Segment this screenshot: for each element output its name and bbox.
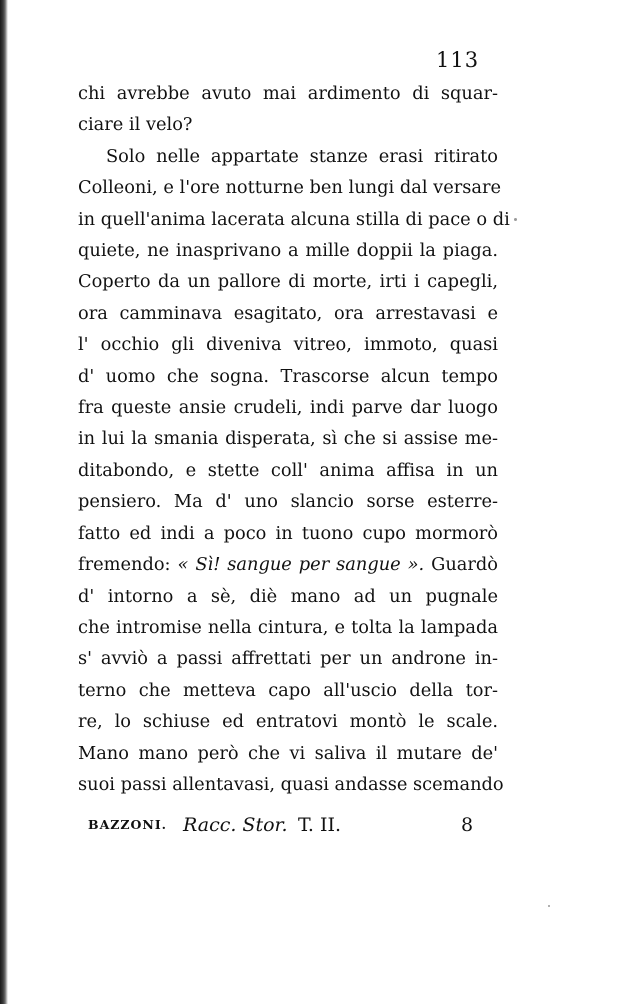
text-line: in quell'anima lacerata alcuna stilla di pace o di — [78, 208, 510, 230]
text-line: in lui la smania disperata, sì che si assise me- — [78, 428, 498, 450]
text-line: suoi passi allentavasi, quasi andasse scemando — [78, 773, 504, 795]
text-line: d' intorno a sè, diè mano ad un pugnale — [78, 585, 498, 607]
text-fragment: Guardò — [424, 554, 498, 576]
text-line: ditabondo, e stette coll' anima affisa in un — [78, 459, 498, 481]
text-line-quote — [78, 549, 498, 580]
text-line: l' occhio gli diveniva vitreo, immoto, quasi — [78, 334, 498, 356]
footer-title: Racc. Stor. — [183, 814, 288, 836]
text-line: re, lo schiuse ed entratovi montò le scale. — [78, 711, 498, 733]
footer-author: BAZZONI. — [88, 817, 168, 832]
text-fragment: fremendo: — [78, 554, 178, 576]
text-line: Solo nelle appartate stanze erasi ritirato — [106, 145, 498, 167]
page-number: 113 — [436, 48, 480, 72]
text-line: ora camminava esagitato, ora arrestavasi e — [78, 302, 498, 324]
footer-volume: T. II. — [298, 814, 342, 836]
text-line: pensiero. Ma d' uno slancio sorse esterre- — [78, 491, 498, 513]
body-text — [78, 78, 510, 800]
text-line: Colleoni, e l'ore notturne ben lungi dal versare — [78, 177, 501, 199]
paper-speck — [548, 905, 550, 907]
text-line: Mano mano però che vi saliva il mutare de' — [78, 742, 498, 764]
quoted-speech: « Sì! sangue per sangue ». — [177, 554, 425, 576]
text-line: Coperto da un pallore di morte, irti i capegli, — [78, 271, 498, 293]
text-line: fatto ed indi a poco in tuono cupo mormorò — [78, 522, 498, 544]
text-line: fra queste ansie crudeli, indi parve dar luogo — [78, 397, 498, 419]
text-line: d' uomo che sogna. Trascorse alcun tempo — [78, 365, 498, 387]
signature-mark: 8 — [461, 814, 474, 836]
text-line: che intromise nella cintura, e tolta la lampada — [78, 616, 498, 638]
signature-line — [88, 814, 488, 844]
binding-edge — [0, 0, 8, 1004]
text-line: ciare il velo? — [78, 114, 193, 136]
text-line: s' avviò a passi affrettati per un androne in- — [78, 648, 498, 670]
text-line: quiete, ne inasprivano a mille doppii la piaga. — [78, 240, 498, 262]
text-line: terno che metteva capo all'uscio della tor- — [78, 679, 498, 701]
paper-speck — [514, 218, 517, 221]
text-line: chi avrebbe avuto mai ardimento di squar- — [78, 83, 498, 104]
